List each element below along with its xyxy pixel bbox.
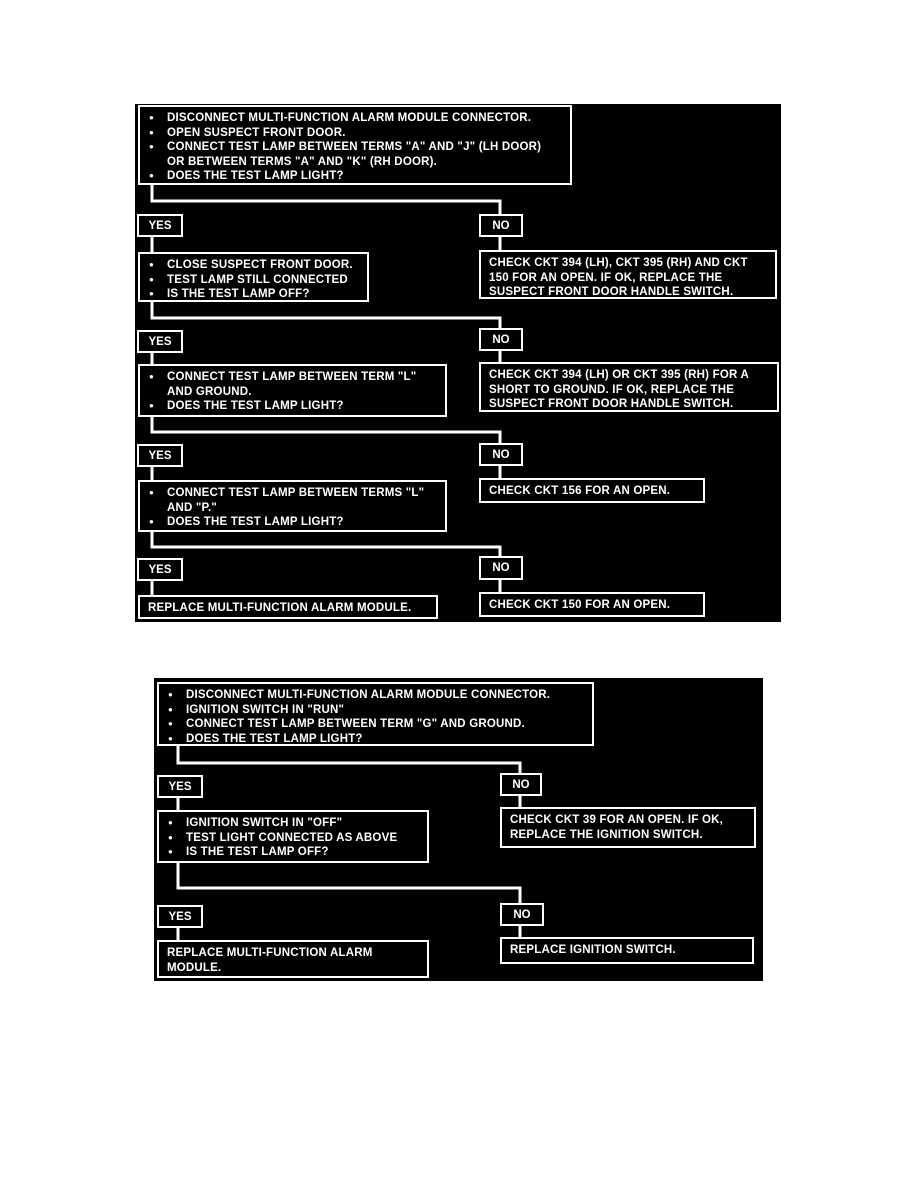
chart1-no2-box: CHECK CKT 394 (LH) OR CKT 395 (RH) FOR A SHORT TO GROUND. IF OK, REPLACE THE SUSPECT FRONT DOOR HANDLE SWITCH. <box>479 362 779 412</box>
chart1-no-label-4: NO <box>479 556 523 580</box>
chart1-no1-box: CHECK CKT 394 (LH), CKT 395 (RH) AND CKT 150 FOR AN OPEN. IF OK, REPLACE THE SUSPECT FRONT DOOR HANDLE SWITCH. <box>479 250 777 299</box>
chart1-step3-item: ● DOES THE TEST LAMP LIGHT? <box>148 399 437 414</box>
chart1-step2-item: ● IS THE TEST LAMP OFF? <box>148 287 359 302</box>
chart2-yes-label-1: YES <box>157 775 203 798</box>
chart2-start-item: ● IGNITION SWITCH IN "RUN" <box>167 703 584 718</box>
chart1-no-label-2: NO <box>479 328 523 351</box>
chart2-no-label-2: NO <box>500 903 544 926</box>
chart1-yes4-box: REPLACE MULTI-FUNCTION ALARM MODULE. <box>138 595 438 619</box>
chart2-step2-box <box>157 810 429 863</box>
chart2-start-item: ● CONNECT TEST LAMP BETWEEN TERM "G" AND GROUND. <box>167 717 584 732</box>
chart2-start-item: ● DISCONNECT MULTI-FUNCTION ALARM MODULE CONNECTOR. <box>167 688 584 703</box>
chart2-no2-box: REPLACE IGNITION SWITCH. <box>500 937 754 964</box>
chart2-no1-box: CHECK CKT 39 FOR AN OPEN. IF OK, REPLACE THE IGNITION SWITCH. <box>500 807 756 848</box>
chart1-step2-item: ● TEST LAMP STILL CONNECTED <box>148 273 359 288</box>
chart1-yes-label-1: YES <box>137 214 183 237</box>
chart1-start-item: ● OPEN SUSPECT FRONT DOOR. <box>148 126 562 141</box>
chart1-no3-box: CHECK CKT 156 FOR AN OPEN. <box>479 478 705 503</box>
chart1-start-item: ● DISCONNECT MULTI-FUNCTION ALARM MODULE CONNECTOR. <box>148 111 562 126</box>
chart1-yes-label-3: YES <box>137 444 183 467</box>
chart1-step2-item: ● CLOSE SUSPECT FRONT DOOR. <box>148 258 359 273</box>
chart1-yes-label-2: YES <box>137 330 183 353</box>
chart2-start-item: ● DOES THE TEST LAMP LIGHT? <box>167 732 584 747</box>
chart1-no-label-3: NO <box>479 443 523 466</box>
chart2-yes-label-2: YES <box>157 905 203 928</box>
chart2-no-label-1: NO <box>500 773 542 796</box>
chart1-step4-item: ● CONNECT TEST LAMP BETWEEN TERMS "L" AND "P." <box>148 486 437 515</box>
chart2-start-box <box>157 682 594 746</box>
chart1-start-item: ● DOES THE TEST LAMP LIGHT? <box>148 169 562 184</box>
chart2-yes2-box: REPLACE MULTI-FUNCTION ALARM MODULE. <box>157 940 429 978</box>
chart1-no4-box: CHECK CKT 150 FOR AN OPEN. <box>479 592 705 617</box>
chart2-step2-item: ● IS THE TEST LAMP OFF? <box>167 845 419 860</box>
chart1-yes-label-4: YES <box>137 558 183 581</box>
chart1-no-label-1: NO <box>479 214 523 237</box>
chart2-step2-item: ● IGNITION SWITCH IN "OFF" <box>167 816 419 831</box>
chart2-step2-item: ● TEST LIGHT CONNECTED AS ABOVE <box>167 831 419 846</box>
chart1-start-item: ● CONNECT TEST LAMP BETWEEN TERMS "A" AND "J" (LH DOOR) OR BETWEEN TERMS "A" AND "K" (RH DOOR). <box>148 140 562 169</box>
chart1-step4-item: ● DOES THE TEST LAMP LIGHT? <box>148 515 437 530</box>
chart1-step3-item: ● CONNECT TEST LAMP BETWEEN TERM "L" AND GROUND. <box>148 370 437 399</box>
